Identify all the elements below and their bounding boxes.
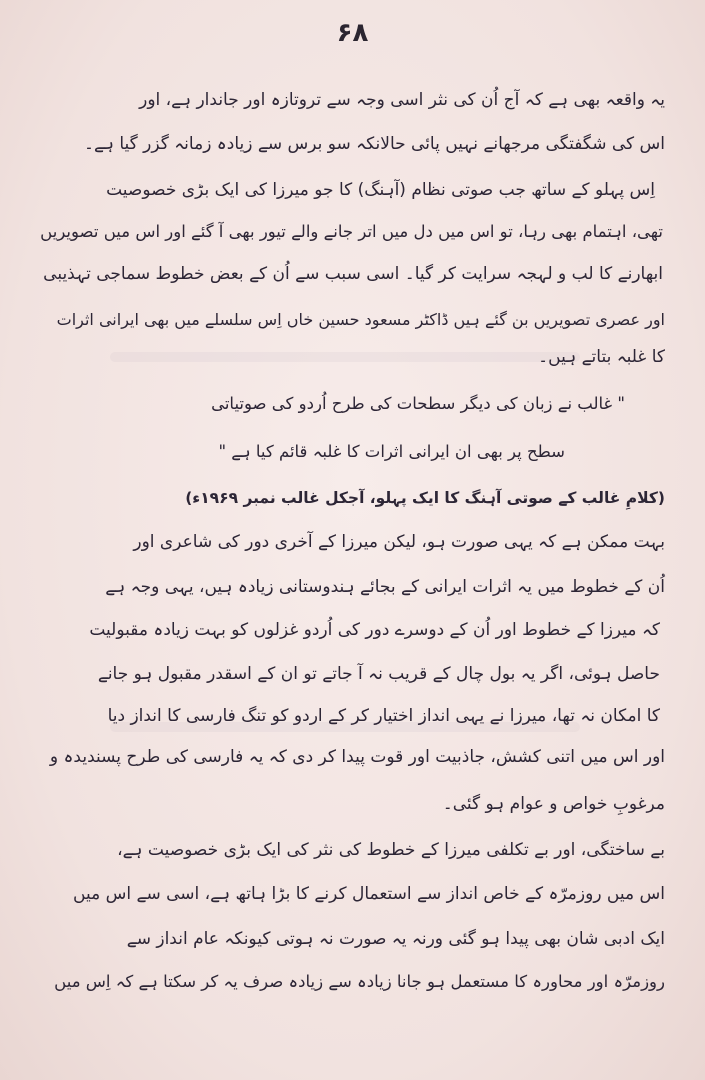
citation: (کلامِ غالب کے صوتی آہنگ کا ایک پہلو، آجکل غالب نمبر ۱۹۶۹ء) <box>185 489 665 507</box>
text-line: اور اس میں اتنی کشش، جاذبیت اور قوت پیدا کر دی کہ یہ فارسی کی طرح پسندیدہ و <box>49 747 665 767</box>
text-line: ایک ادبی شان بھی پیدا ہو گئی ورنہ یہ صورت نہ ہوتی کیونکہ عام انداز سے <box>126 929 665 949</box>
text-line: بہت ممکن ہے کہ یہی صورت ہو، لیکن میرزا کے آخری دور کی شاعری اور <box>133 532 665 552</box>
show-through-mark <box>110 352 580 362</box>
text-line: اُن کے خطوط میں یہ اثرات ایرانی کے بجائے ہندوستانی زیادہ ہیں، یہی وجہ ہے <box>105 577 665 597</box>
text-line: کہ میرزا کے خطوط اور اُن کے دوسرے دور کی اُردو غزلوں کو بہت زیادہ مقبولیت <box>89 620 660 640</box>
text-line: اس میں روزمرّہ کے خاص انداز سے استعمال کرنے کا بڑا ہاتھ ہے، اسی سے اس میں <box>73 884 665 904</box>
text-line: روزمرّہ اور محاورہ کا مستعمل ہو جانا زیادہ سے زیادہ صرف یہ کر سکتا ہے کہ اِس میں <box>54 972 665 991</box>
text-line: مرغوبِ خواص و عوام ہو گئی۔ <box>442 794 665 814</box>
text-line: اور عصری تصویریں بن گئے ہیں ڈاکٹر مسعود حسین خاں اِس سلسلے میں بھی ایرانی اثرات <box>56 310 665 329</box>
text-line: کا غلبہ بتاتے ہیں۔ <box>538 347 665 367</box>
text-line: تھی، اہتمام بھی رہا، تو اس میں دل میں اتر جانے والے تیور بھی آ گئے اور اس میں تصویریں <box>40 222 663 241</box>
text-line: ابھارنے کا لب و لہجہ سرایت کر گیا۔ اسی سبب سے اُن کے بعض خطوط سماجی تہذیبی <box>43 264 663 284</box>
quotation-line: سطح پر بھی ان ایرانی اثرات کا غلبہ قائم کیا ہے " <box>218 442 565 461</box>
text-line: یہ واقعہ بھی ہے کہ آج اُن کی نثر اسی وجہ سے تروتازہ اور جاندار ہے، اور <box>139 90 665 110</box>
page-number: ۶۸ <box>336 18 369 48</box>
text-line: بے ساختگی، اور بے تکلفی میرزا کے خطوط کی نثر کی ایک بڑی خصوصیت ہے، <box>117 840 665 860</box>
quotation-line: " غالب نے زبان کی دیگر سطحات کی طرح اُردو کی صوتیاتی <box>211 394 625 413</box>
text-line: اِس پہلو کے ساتھ جب صوتی نظام (آہنگ) کا جو میرزا کی ایک بڑی خصوصیت <box>106 180 655 200</box>
text-line: حاصل ہوئی، اگر یہ بول چال کے قریب نہ آ جاتے تو ان کے اسقدر مقبول ہو جانے <box>97 664 660 684</box>
text-line: اس کی شگفتگی مرجھانے نہیں پائی حالانکہ سو برس سے زیادہ زمانہ گزر گیا ہے۔ <box>84 134 665 154</box>
text-line: کا امکان نہ تھا، میرزا نے یہی انداز اختیار کر کے اردو کو تنگ فارسی کا انداز دیا <box>107 706 660 726</box>
